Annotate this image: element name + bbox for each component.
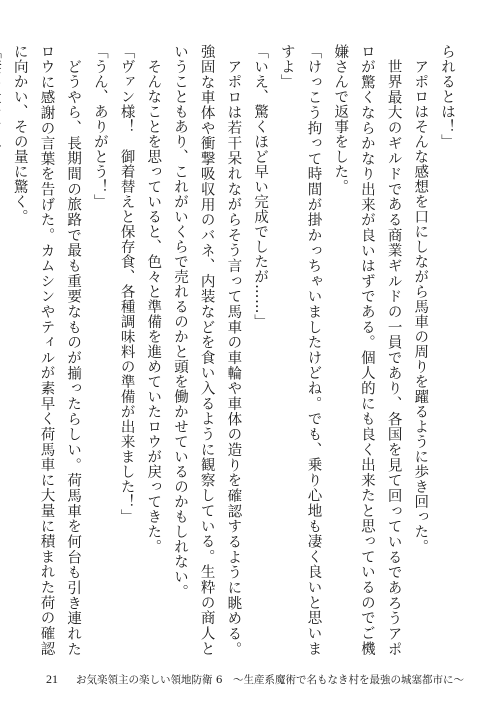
paragraph: 「いえ、驚くほど早い完成でしたが……」	[252, 44, 269, 329]
vertical-text-body	[11, 44, 460, 656]
paragraph: 「けっこう拘って時間が掛かっちゃいましたけどね。でも、乗り心地も凄く良いと思いますよ」	[278, 44, 322, 656]
paragraph: 世界最大のギルドである商業ギルドの一員であり、各国を見て回っているであろうアポロが驚くならかなり出来が良いはずである。個人的にも良く出来たと思っているのでご機嫌さんで返事をした。	[332, 44, 402, 656]
paragraph: 「うん、ありがとう！」	[91, 44, 108, 209]
paragraph: られるとは！」	[439, 44, 455, 149]
page-footer	[46, 672, 464, 687]
paragraph: アポロはそんな感想を口にしながら馬車の周りを躍るように歩き回った。	[412, 58, 429, 554]
paragraph: アポロは若干呆れながらそう言って馬車の車輪や車体の造りを確認するように眺める。強固な車体や衝撃吸収用のバネ、内装などを食い入るように観察している。生粋の商人ということもあり、これがいくらで売れるのかと頭を働かせているのかもしれない。	[171, 44, 242, 656]
page-number: 21	[46, 672, 58, 686]
paragraph	[0, 44, 6, 656]
paragraph: どうやら、長期間の旅路で最も重要なものが揃ったらしい。荷馬車を何台も引き連れたロウに感謝の言葉を告げた。カムシンやティルが素早く荷馬車に大量に積まれた荷の確認に向かい、その量に驚く。	[11, 44, 82, 656]
book-title: お気楽領主の楽しい領地防衛 6 ～生産系魔術で名もなき村を最強の城塞都市に～	[76, 674, 465, 686]
paragraph: そんなことを思っていると、色々と準備を進めていたロウが戻ってきた。	[145, 58, 162, 554]
paragraph: 「ヴァン様！ 御着替えと保存食、各種調味料の準備が出来ました！」	[118, 44, 135, 524]
